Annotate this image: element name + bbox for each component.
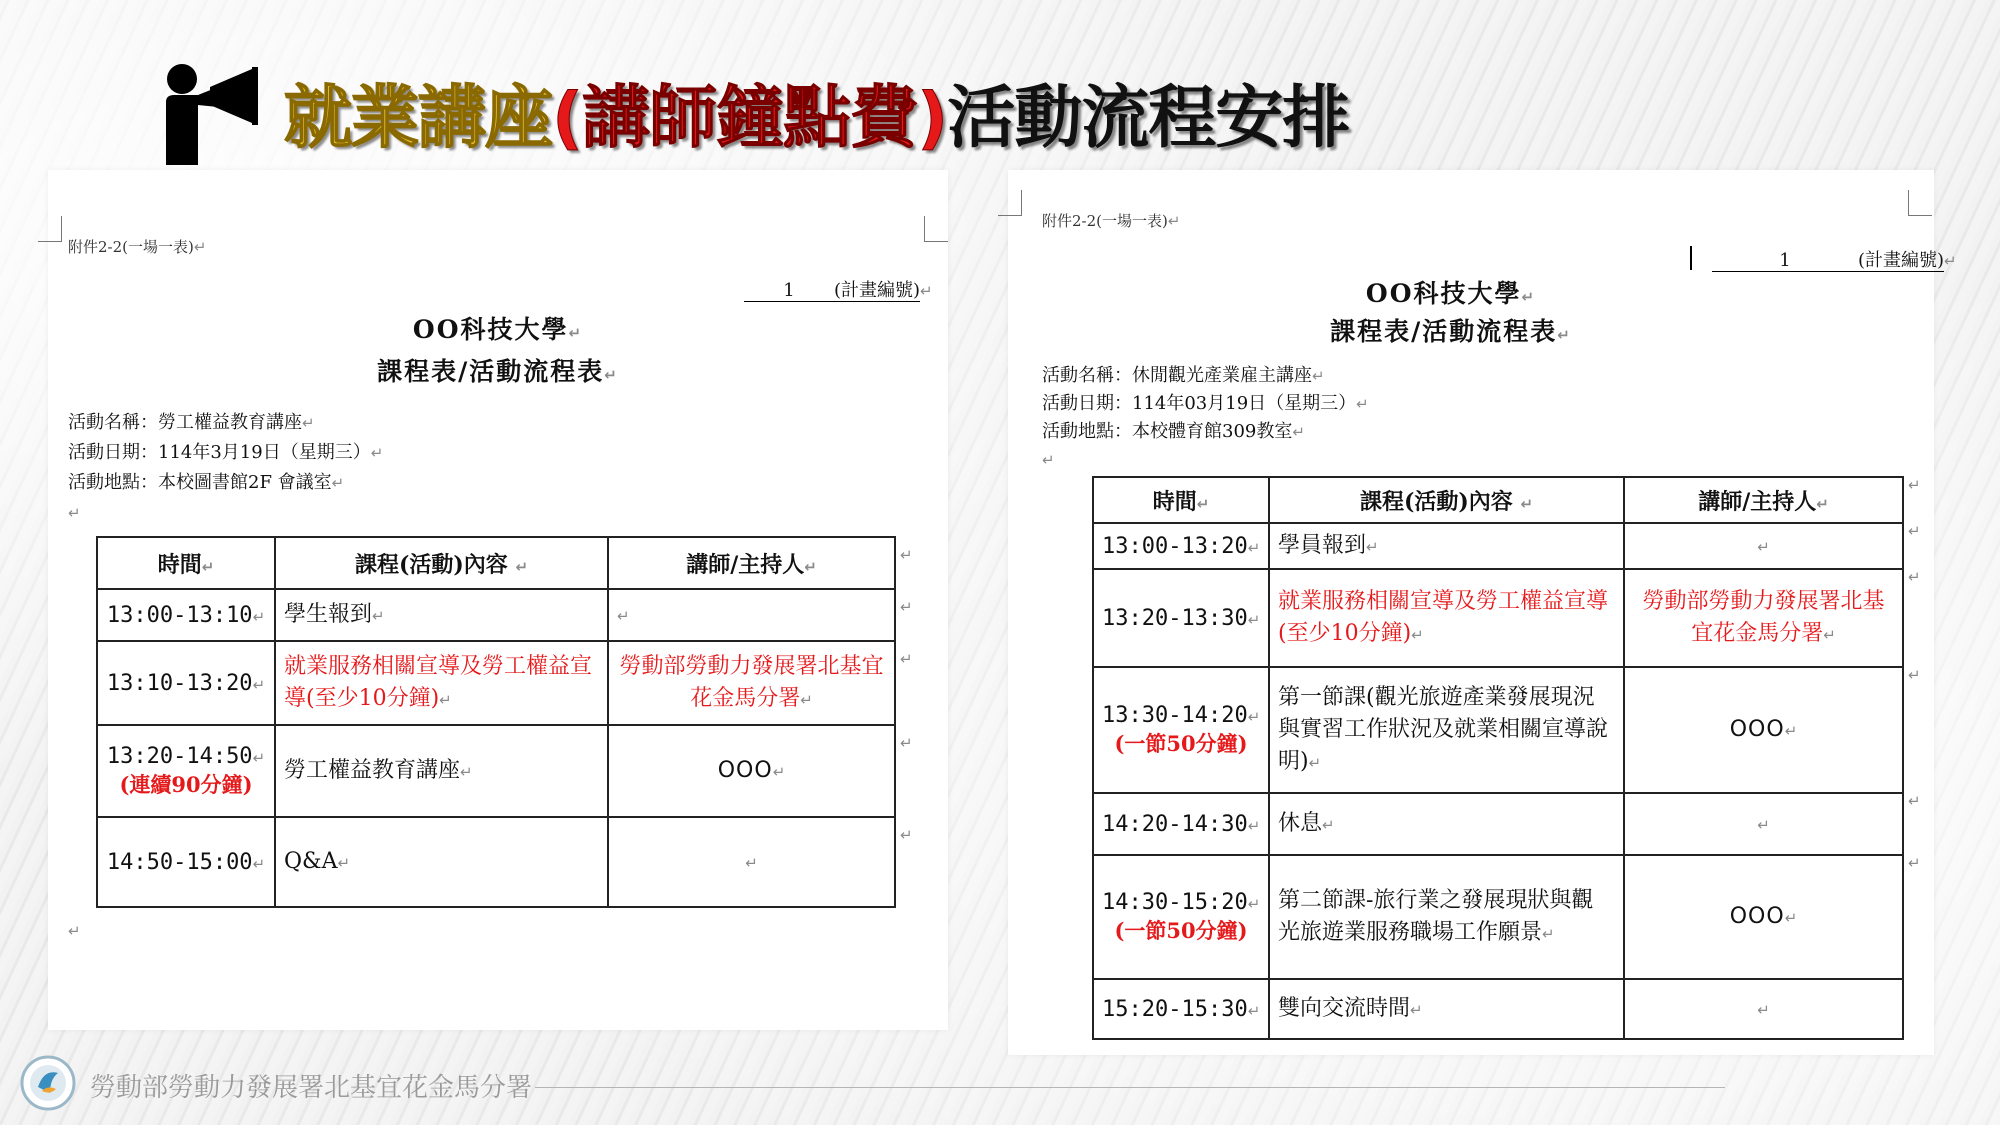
university-name: OO科技大學↵ [412,315,584,344]
row-host: ↵ [608,589,895,641]
row-content: 就業服務相關宣導及勞工權益宣導(至少10分鐘)↵ [1269,569,1624,667]
table-row [1093,523,1903,569]
header-host: 講師/主持人↵ [608,537,895,589]
attachment-label: 附件2-2(一場一表)↵ [68,238,207,256]
row-content: 第一節課(觀光旅遊產業發展現況與實習工作狀況及就業相關宣導說明)↵ [1269,667,1624,793]
table-row [1093,979,1903,1039]
activity-name: 活動名稱：休閒觀光產業雇主講座↵ [1042,365,1325,386]
row-content: 學生報到↵ [275,589,608,641]
document-subtitle: 課程表/活動流程表↵ [1330,317,1572,346]
row-host: ↵ [1624,793,1903,855]
attachment-label: 附件2-2(一場一表)↵ [1042,212,1181,230]
row-time: 13:30-14:20↵ (一節50分鐘) [1093,667,1269,793]
header-time: 時間↵ [1093,477,1269,523]
row-host: ↵ [1624,523,1903,569]
row-time: 14:20-14:30↵ [1093,793,1269,855]
header-host: 講師/主持人↵ [1624,477,1903,523]
table-row [97,725,895,817]
crop-mark [998,190,1022,216]
footer-divider [535,1087,1725,1088]
schedule-table [1092,476,1904,1040]
row-host: 勞動部勞動力發展署北基宜花金馬分署↵ [608,641,895,725]
table-row [97,641,895,725]
row-duration-note: (一節50分鐘) [1114,917,1248,943]
row-content: 休息↵ [1269,793,1624,855]
row-duration-note: (一節50分鐘) [1114,730,1248,756]
activity-place: 活動地點：本校體育館309教室↵ [1042,421,1305,442]
table-row [97,589,895,641]
table-row [1093,569,1903,667]
schedule-table [96,536,896,908]
row-time: 13:00-13:10↵ [97,589,275,641]
row-host: OOO↵ [608,725,895,817]
row-host: 勞動部勞動力發展署北基宜花金馬分署↵ [1624,569,1903,667]
crop-mark [1908,190,1932,216]
slide-title-part3: 活動流程安排 [947,78,1350,158]
table-row [1093,667,1903,793]
row-host: ↵ [608,817,895,907]
row-time: 13:20-14:50↵ (連續90分鐘) [97,725,275,817]
table-row [1093,793,1903,855]
activity-place: 活動地點：本校圖書館2F 會議室↵ [68,472,345,493]
university-name: OO科技大學↵ [1365,279,1537,308]
row-time: 13:10-13:20↵ [97,641,275,725]
row-time: 14:50-15:00↵ [97,817,275,907]
text-cursor [1690,246,1692,270]
row-content: Q&A↵ [275,817,608,907]
activity-name: 活動名稱：勞工權益教育講座↵ [68,412,315,433]
activity-info: 活動名稱：勞工權益教育講座↵ 活動日期：114年3月19日（星期三）↵ 活動地點：本校圖書館2F 會議室↵ ↵ [68,408,383,528]
table-header-row [1093,477,1903,523]
crop-mark [924,216,948,242]
megaphone-speaker-icon [160,57,260,167]
row-content: 學員報到↵ [1269,523,1624,569]
crop-mark [38,216,62,242]
table-row [97,817,895,907]
header-content: 課程(活動)內容 ↵ [1269,477,1624,523]
row-end-marks: ↵ ↵ ↵ ↵ ↵ ↵ [1908,476,1921,872]
header-content: 課程(活動)內容 ↵ [275,537,608,589]
row-time: 15:20-15:30↵ [1093,979,1269,1039]
plan-number: 1 (計畫編號)↵ [1712,246,1957,272]
left-document-page [48,170,948,1030]
row-host: OOO↵ [1624,855,1903,979]
table-row [1093,855,1903,979]
row-content: 第二節課-旅行業之發展現狀與觀光旅遊業服務職場工作願景↵ [1269,855,1624,979]
footer [0,1055,2000,1125]
row-host: OOO↵ [1624,667,1903,793]
footer-agency-name: 勞動部勞動力發展署北基宜花金馬分署 [90,1073,533,1103]
slide-title-part2: (講師鐘點費) [552,78,948,158]
document-subtitle: 課程表/活動流程表↵ [377,357,619,386]
right-document-page [1008,170,1957,1055]
row-duration-note: (連續90分鐘) [119,771,253,797]
paragraph-mark: ↵ [68,922,81,940]
slide-title-row [160,52,1349,172]
row-content: 勞工權益教育講座↵ [275,725,608,817]
slide-title-part1: 就業講座 [284,78,553,158]
slide-title [284,64,1349,161]
row-content: 就業服務相關宣導及勞工權益宣導(至少10分鐘)↵ [275,641,608,725]
table-header-row [97,537,895,589]
header-time: 時間↵ [97,537,275,589]
activity-date: 活動日期：114年03月19日（星期三）↵ [1042,393,1369,414]
row-time: 14:30-15:20↵ (一節50分鐘) [1093,855,1269,979]
row-content: 雙向交流時間↵ [1269,979,1624,1039]
activity-info: 活動名稱：休閒觀光產業雇主講座↵ 活動日期：114年03月19日（星期三）↵ 活動地點：本校體育館309教室↵ ↵ [1042,362,1369,474]
row-time: 13:20-13:30↵ [1093,569,1269,667]
activity-date: 活動日期：114年3月19日（星期三）↵ [68,442,384,463]
row-end-marks: ↵ ↵ ↵ ↵ ↵ [900,546,913,844]
plan-number: 1 (計畫編號)↵ [744,276,933,302]
row-host: ↵ [1624,979,1903,1039]
row-time: 13:00-13:20↵ [1093,523,1269,569]
agency-logo-icon [20,1055,76,1111]
